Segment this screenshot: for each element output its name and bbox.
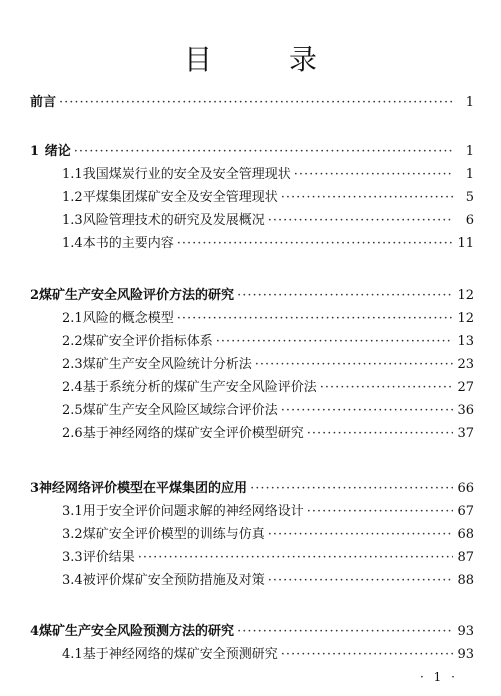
toc-page-number: 1 <box>465 167 474 182</box>
toc-number: 2.2 <box>62 334 83 349</box>
toc-chapter-1[interactable] <box>0 141 501 163</box>
toc-leader-dots <box>74 141 453 163</box>
toc-label: 被评价煤矿安全预防措施及对策 <box>82 573 265 588</box>
toc-section-4-1[interactable] <box>0 644 501 666</box>
toc-leader-dots <box>59 92 453 114</box>
toc-leader-dots <box>307 423 453 445</box>
toc-page-number: 37 <box>457 426 474 441</box>
toc-label: 神经网络评价模型在平煤集团的应用 <box>39 481 248 496</box>
toc-section-1-2[interactable] <box>0 187 501 209</box>
toc-leader-dots <box>177 233 453 255</box>
toc-leader-dots <box>320 377 453 399</box>
toc-number: 3 <box>30 481 40 496</box>
toc-page-number: 68 <box>457 527 474 542</box>
toc-leader-dots <box>281 644 453 666</box>
toc-number: 2.6 <box>62 426 83 441</box>
toc-label: 煤矿生产安全风险统计分析法 <box>82 357 252 372</box>
toc-section-1-4[interactable] <box>0 233 501 255</box>
toc-page-number: 1 <box>465 95 474 110</box>
toc-label: 绪论 <box>44 144 71 159</box>
toc-label: 我国煤炭行业的安全及安全管理现状 <box>82 167 291 182</box>
toc-section-1-3[interactable] <box>0 210 501 232</box>
toc-leader-dots <box>268 570 453 592</box>
toc-section-2-2[interactable] <box>0 331 501 353</box>
toc-number: 2.4 <box>62 380 83 395</box>
toc-leader-dots <box>268 210 453 232</box>
toc-label: 风险管理技术的研究及发展概况 <box>82 213 265 228</box>
toc-label: 煤矿生产安全风险评价方法的研究 <box>39 288 235 303</box>
toc-section-3-4[interactable] <box>0 570 501 592</box>
toc-leader-dots <box>237 621 453 643</box>
toc-label: 煤矿生产安全风险区域综合评价法 <box>82 403 278 418</box>
toc-number: 2.1 <box>62 311 83 326</box>
toc-section-2-6[interactable] <box>0 423 501 445</box>
toc-page-number: 93 <box>457 624 474 639</box>
toc-section-3-3[interactable] <box>0 547 501 569</box>
toc-page-number: 66 <box>457 481 474 496</box>
toc-label: 煤矿生产安全风险预测方法的研究 <box>39 624 235 639</box>
toc-number: 2.5 <box>62 403 83 418</box>
toc-number: 3.1 <box>62 504 83 519</box>
toc-page-number: 5 <box>465 190 474 205</box>
toc-label: 煤矿安全评价模型的训练与仿真 <box>82 527 265 542</box>
toc-leader-dots <box>268 524 453 546</box>
toc-label: 前言 <box>30 95 57 110</box>
toc-number: 2 <box>30 288 40 303</box>
toc-label: 煤矿安全评价指标体系 <box>82 334 213 349</box>
toc-number: 3.2 <box>62 527 83 542</box>
toc-number: 1.4 <box>62 236 83 251</box>
toc-number: 1 <box>30 144 40 159</box>
toc-number: 4 <box>30 624 40 639</box>
toc-leader-dots <box>294 164 453 186</box>
toc-section-3-1[interactable] <box>0 501 501 523</box>
toc-leader-dots <box>250 478 453 500</box>
toc-number: 1.3 <box>62 213 83 228</box>
toc-number: 1.2 <box>62 190 83 205</box>
toc-leader-dots <box>177 308 453 330</box>
toc-label: 本书的主要内容 <box>82 236 174 251</box>
toc-page-number: 23 <box>457 357 474 372</box>
toc-number: 2.3 <box>62 357 83 372</box>
toc-preface[interactable] <box>0 92 501 114</box>
toc-page-number: 88 <box>457 573 474 588</box>
toc-page-number: 6 <box>465 213 474 228</box>
toc-section-1-1[interactable] <box>0 164 501 186</box>
toc-leader-dots <box>307 501 453 523</box>
toc-label: 基于神经网络的煤矿安全预测研究 <box>82 647 278 662</box>
toc-label: 基于神经网络的煤矿安全评价模型研究 <box>82 426 304 441</box>
toc-label: 用于安全评价问题求解的神经网络设计 <box>82 504 304 519</box>
toc-leader-dots <box>255 354 453 376</box>
toc-page-number: 1 <box>465 144 474 159</box>
toc-page-number: 87 <box>457 550 474 565</box>
toc-label: 评价结果 <box>82 550 135 565</box>
toc-leader-dots <box>216 331 453 353</box>
toc-chapter-3[interactable] <box>0 478 501 500</box>
toc-number: 4.1 <box>62 647 83 662</box>
toc-page-number: 12 <box>457 288 474 303</box>
toc-page-number: 36 <box>457 403 474 418</box>
toc-section-2-1[interactable] <box>0 308 501 330</box>
toc-section-2-5[interactable] <box>0 400 501 422</box>
toc-page-number: 67 <box>457 504 474 519</box>
toc-leader-dots <box>237 285 453 307</box>
toc-page-number: 93 <box>457 647 474 662</box>
toc-page-number: 27 <box>457 380 474 395</box>
page-title: 目 录 <box>184 43 351 76</box>
page-number: · 1 · <box>420 670 458 684</box>
toc-label: 基于系统分析的煤矿生产安全风险评价法 <box>82 380 317 395</box>
toc-leader-dots <box>281 187 453 209</box>
toc-section-2-4[interactable] <box>0 377 501 399</box>
toc-label: 平煤集团煤矿安全及安全管理现状 <box>82 190 278 205</box>
toc-number: 1.1 <box>62 167 83 182</box>
toc-chapter-2[interactable] <box>0 285 501 307</box>
toc-leader-dots <box>138 547 453 569</box>
toc-leader-dots <box>281 400 453 422</box>
toc-page-number: 13 <box>457 334 474 349</box>
toc-chapter-4[interactable] <box>0 621 501 643</box>
toc-number: 3.4 <box>62 573 83 588</box>
toc-label: 风险的概念模型 <box>82 311 174 326</box>
toc-page-number: 12 <box>457 311 474 326</box>
toc-section-3-2[interactable] <box>0 524 501 546</box>
toc-number: 3.3 <box>62 550 83 565</box>
toc-section-2-3[interactable] <box>0 354 501 376</box>
toc-page-number: 11 <box>457 236 474 251</box>
